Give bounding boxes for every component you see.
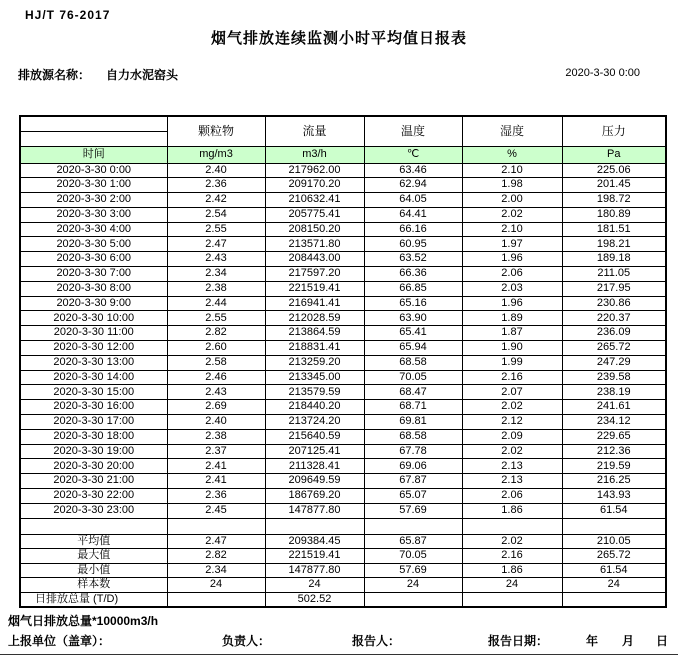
- particulate-cell: 2.38: [167, 281, 265, 296]
- humidity-cell: 2.02: [462, 207, 562, 222]
- summary-label-cell: 最大值: [20, 549, 167, 564]
- flow-cell: 186769.20: [265, 489, 364, 504]
- time-cell: 2020-3-30 20:00: [20, 459, 167, 474]
- flow-cell: 210632.41: [265, 193, 364, 208]
- pressure-cell: 220.37: [562, 311, 666, 326]
- temperature-cell: 68.58: [364, 429, 462, 444]
- temperature-cell: 65.07: [364, 489, 462, 504]
- summary-row: [20, 593, 666, 608]
- particulate-cell: 2.82: [167, 549, 265, 564]
- summary-rows: [20, 534, 666, 607]
- temperature-cell: 65.94: [364, 341, 462, 356]
- column-header-temperature: 温度: [364, 116, 462, 146]
- particulate-cell: 2.47: [167, 237, 265, 252]
- table-row: [20, 489, 666, 504]
- humidity-cell: 2.09: [462, 429, 562, 444]
- pressure-cell: 238.19: [562, 385, 666, 400]
- humidity-cell: 1.98: [462, 178, 562, 193]
- time-cell: 2020-3-30 0:00: [20, 163, 167, 178]
- summary-label-cell: 平均值: [20, 534, 167, 549]
- pressure-cell: 234.12: [562, 415, 666, 430]
- summary-row: [20, 549, 666, 564]
- flow-cell: 209649.59: [265, 474, 364, 489]
- page-title: 烟气排放连续监测小时平均值日报表: [210, 30, 467, 47]
- flow-cell: 213259.20: [265, 355, 364, 370]
- time-cell: 2020-3-30 6:00: [20, 252, 167, 267]
- humidity-cell: 2.06: [462, 267, 562, 282]
- particulate-cell: [167, 593, 265, 608]
- table-header: [20, 116, 666, 163]
- table-row: [20, 311, 666, 326]
- particulate-cell: 2.34: [167, 563, 265, 578]
- particulate-cell: 24: [167, 578, 265, 593]
- humidity-cell: 1.96: [462, 296, 562, 311]
- pressure-cell: 143.93: [562, 489, 666, 504]
- flow-cell: 207125.41: [265, 444, 364, 459]
- time-cell: 2020-3-30 14:00: [20, 370, 167, 385]
- table-row: [20, 355, 666, 370]
- temperature-cell: 63.52: [364, 252, 462, 267]
- pressure-cell: 219.59: [562, 459, 666, 474]
- pressure-cell: 236.09: [562, 326, 666, 341]
- temperature-cell: 65.41: [364, 326, 462, 341]
- table-row: [20, 370, 666, 385]
- year-label: 年: [586, 634, 599, 648]
- temperature-cell: 70.05: [364, 549, 462, 564]
- responsible-label: 负责人：: [222, 634, 271, 648]
- flow-cell: 24: [265, 578, 364, 593]
- table-row: [20, 326, 666, 341]
- particulate-cell: 2.82: [167, 326, 265, 341]
- particulate-cell: 2.58: [167, 355, 265, 370]
- time-cell: 2020-3-30 16:00: [20, 400, 167, 415]
- time-cell: 2020-3-30 5:00: [20, 237, 167, 252]
- table-row: [20, 267, 666, 282]
- temperature-cell: 63.90: [364, 311, 462, 326]
- summary-row: [20, 578, 666, 593]
- time-cell: 2020-3-30 19:00: [20, 444, 167, 459]
- table-row: [20, 237, 666, 252]
- particulate-cell: 2.40: [167, 163, 265, 178]
- particulate-cell: 2.54: [167, 207, 265, 222]
- humidity-cell: 1.89: [462, 311, 562, 326]
- unit-flow: m3/h: [265, 146, 364, 163]
- table-row: [20, 429, 666, 444]
- humidity-cell: 2.16: [462, 370, 562, 385]
- flow-cell: 218831.41: [265, 341, 364, 356]
- table-row: [20, 296, 666, 311]
- time-cell: 2020-3-30 21:00: [20, 474, 167, 489]
- humidity-cell: 2.03: [462, 281, 562, 296]
- particulate-cell: 2.34: [167, 267, 265, 282]
- temperature-cell: 64.41: [364, 207, 462, 222]
- time-cell: 2020-3-30 8:00: [20, 281, 167, 296]
- humidity-cell: 2.02: [462, 444, 562, 459]
- emission-source-row: [18, 66, 178, 83]
- time-cell: 2020-3-30 10:00: [20, 311, 167, 326]
- pressure-cell: 225.06: [562, 163, 666, 178]
- pressure-cell: 24: [562, 578, 666, 593]
- time-cell: 2020-3-30 17:00: [20, 415, 167, 430]
- flow-cell: 205775.41: [265, 207, 364, 222]
- humidity-cell: 2.13: [462, 459, 562, 474]
- emission-source-label: 排放源名称：: [18, 68, 91, 82]
- pressure-cell: 265.72: [562, 341, 666, 356]
- pressure-cell: 211.05: [562, 267, 666, 282]
- pressure-cell: 61.54: [562, 563, 666, 578]
- particulate-cell: 2.41: [167, 459, 265, 474]
- flow-cell: 147877.80: [265, 503, 364, 518]
- humidity-cell: 1.99: [462, 355, 562, 370]
- pressure-cell: 180.89: [562, 207, 666, 222]
- table-row: [20, 207, 666, 222]
- data-rows: [20, 163, 666, 518]
- particulate-cell: 2.36: [167, 489, 265, 504]
- time-cell: 2020-3-30 4:00: [20, 222, 167, 237]
- flow-cell: 213345.00: [265, 370, 364, 385]
- month-label: 月: [622, 634, 635, 648]
- humidity-cell: 2.13: [462, 474, 562, 489]
- flow-cell: 502.52: [265, 593, 364, 608]
- flow-cell: 208443.00: [265, 252, 364, 267]
- emission-source-name: 自力水泥窑头: [106, 68, 179, 82]
- pressure-cell: 61.54: [562, 503, 666, 518]
- particulate-cell: 2.60: [167, 341, 265, 356]
- particulate-cell: 2.43: [167, 385, 265, 400]
- column-header-humidity: 湿度: [462, 116, 562, 146]
- table-row: [20, 415, 666, 430]
- temperature-cell: 70.05: [364, 370, 462, 385]
- particulate-cell: 2.41: [167, 474, 265, 489]
- humidity-cell: 1.96: [462, 252, 562, 267]
- particulate-cell: 2.36: [167, 178, 265, 193]
- particulate-cell: 2.55: [167, 222, 265, 237]
- particulate-cell: 2.37: [167, 444, 265, 459]
- table-row: [20, 222, 666, 237]
- flow-cell: 215640.59: [265, 429, 364, 444]
- flow-cell: 217597.20: [265, 267, 364, 282]
- header-blank-top: [20, 116, 167, 131]
- table-row: [20, 385, 666, 400]
- pressure-cell: 265.72: [562, 549, 666, 564]
- time-cell: 2020-3-30 18:00: [20, 429, 167, 444]
- particulate-cell: 2.69: [167, 400, 265, 415]
- particulate-cell: 2.43: [167, 252, 265, 267]
- temperature-cell: 65.87: [364, 534, 462, 549]
- temperature-cell: 69.81: [364, 415, 462, 430]
- humidity-cell: 1.86: [462, 503, 562, 518]
- particulate-cell: 2.38: [167, 429, 265, 444]
- units-row: [20, 146, 666, 163]
- particulate-cell: 2.46: [167, 370, 265, 385]
- spacer-row: [20, 518, 666, 534]
- humidity-cell: 2.16: [462, 549, 562, 564]
- day-label: 日: [656, 634, 669, 648]
- humidity-cell: 2.06: [462, 489, 562, 504]
- table-row: [20, 444, 666, 459]
- particulate-cell: 2.45: [167, 503, 265, 518]
- pressure-cell: 217.95: [562, 281, 666, 296]
- standard-code: HJ/T 76-2017: [25, 8, 111, 22]
- temperature-cell: 68.71: [364, 400, 462, 415]
- flow-cell: 218440.20: [265, 400, 364, 415]
- time-cell: 2020-3-30 12:00: [20, 341, 167, 356]
- particulate-cell: 2.40: [167, 415, 265, 430]
- pressure-cell: 239.58: [562, 370, 666, 385]
- time-column-header: 时间: [20, 146, 167, 163]
- humidity-cell: 2.10: [462, 163, 562, 178]
- time-cell: 2020-3-30 22:00: [20, 489, 167, 504]
- temperature-cell: 66.85: [364, 281, 462, 296]
- unit-particulate: mg/m3: [167, 146, 265, 163]
- time-cell: 2020-3-30 23:00: [20, 503, 167, 518]
- time-cell: 2020-3-30 15:00: [20, 385, 167, 400]
- unit-pressure: Pa: [562, 146, 666, 163]
- flow-cell: 213571.80: [265, 237, 364, 252]
- temperature-cell: 57.69: [364, 503, 462, 518]
- humidity-cell: 1.87: [462, 326, 562, 341]
- temperature-cell: 67.87: [364, 474, 462, 489]
- unit-humidity: %: [462, 146, 562, 163]
- summary-row: [20, 534, 666, 549]
- report-unit-label: 上报单位（盖章）：: [8, 634, 111, 648]
- humidity-cell: 2.02: [462, 400, 562, 415]
- flow-cell: 221519.41: [265, 281, 364, 296]
- flow-cell: 208150.20: [265, 222, 364, 237]
- reporter-label: 报告人：: [352, 634, 401, 648]
- pressure-cell: 212.36: [562, 444, 666, 459]
- pressure-cell: 230.86: [562, 296, 666, 311]
- table-row: [20, 193, 666, 208]
- flow-cell: 213864.59: [265, 326, 364, 341]
- time-cell: 2020-3-30 11:00: [20, 326, 167, 341]
- pressure-cell: 189.18: [562, 252, 666, 267]
- temperature-cell: 66.36: [364, 267, 462, 282]
- temperature-cell: 62.94: [364, 178, 462, 193]
- table-row: [20, 400, 666, 415]
- table-row: [20, 178, 666, 193]
- temperature-cell: [364, 593, 462, 608]
- particulate-cell: 2.42: [167, 193, 265, 208]
- pressure-cell: 229.65: [562, 429, 666, 444]
- table-row: [20, 252, 666, 267]
- table-row: [20, 341, 666, 356]
- report-date-label: 报告日期：: [488, 634, 549, 648]
- time-cell: 2020-3-30 7:00: [20, 267, 167, 282]
- humidity-cell: 2.02: [462, 534, 562, 549]
- flow-cell: 216941.41: [265, 296, 364, 311]
- flow-cell: 209384.45: [265, 534, 364, 549]
- flow-cell: 211328.41: [265, 459, 364, 474]
- humidity-cell: 2.10: [462, 222, 562, 237]
- column-header-flow: 流量: [265, 116, 364, 146]
- particulate-cell: 2.47: [167, 534, 265, 549]
- time-cell: 2020-3-30 9:00: [20, 296, 167, 311]
- table-row: [20, 281, 666, 296]
- hourly-average-table: [19, 115, 667, 608]
- summary-row: [20, 563, 666, 578]
- temperature-cell: 65.16: [364, 296, 462, 311]
- table-row: [20, 503, 666, 518]
- flow-cell: 209170.20: [265, 178, 364, 193]
- total-emission-note: 烟气日排放总量*10000m3/h: [8, 614, 159, 628]
- time-cell: 2020-3-30 13:00: [20, 355, 167, 370]
- temperature-cell: 24: [364, 578, 462, 593]
- humidity-cell: [462, 593, 562, 608]
- humidity-cell: 1.90: [462, 341, 562, 356]
- humidity-cell: 2.07: [462, 385, 562, 400]
- temperature-cell: 64.05: [364, 193, 462, 208]
- humidity-cell: 2.12: [462, 415, 562, 430]
- time-cell: 2020-3-30 1:00: [20, 178, 167, 193]
- temperature-cell: 67.78: [364, 444, 462, 459]
- table-row: [20, 474, 666, 489]
- temperature-cell: 69.06: [364, 459, 462, 474]
- summary-label-cell: 样本数: [20, 578, 167, 593]
- flow-cell: 147877.80: [265, 563, 364, 578]
- humidity-cell: 24: [462, 578, 562, 593]
- temperature-cell: 68.58: [364, 355, 462, 370]
- column-header-particulate: 颗粒物: [167, 116, 265, 146]
- flow-cell: 213724.20: [265, 415, 364, 430]
- flow-cell: 221519.41: [265, 549, 364, 564]
- time-cell: 2020-3-30 3:00: [20, 207, 167, 222]
- temperature-cell: 60.95: [364, 237, 462, 252]
- particulate-cell: 2.44: [167, 296, 265, 311]
- humidity-cell: 1.86: [462, 563, 562, 578]
- bottom-rule: [0, 654, 678, 655]
- temperature-cell: 66.16: [364, 222, 462, 237]
- unit-temperature: ℃: [364, 146, 462, 163]
- flow-cell: 212028.59: [265, 311, 364, 326]
- spacer-section: [20, 518, 666, 534]
- pressure-cell: 247.29: [562, 355, 666, 370]
- summary-label-cell: 日排放总量 (T/D): [20, 593, 167, 608]
- pressure-cell: 216.25: [562, 474, 666, 489]
- pressure-cell: 210.05: [562, 534, 666, 549]
- header-blank-bottom: [20, 131, 167, 146]
- pressure-cell: [562, 593, 666, 608]
- pressure-cell: 198.72: [562, 193, 666, 208]
- temperature-cell: 57.69: [364, 563, 462, 578]
- flow-cell: 217962.00: [265, 163, 364, 178]
- summary-label-cell: 最小值: [20, 563, 167, 578]
- pressure-cell: 181.51: [562, 222, 666, 237]
- pressure-cell: 201.45: [562, 178, 666, 193]
- table-row: [20, 459, 666, 474]
- pressure-cell: 241.61: [562, 400, 666, 415]
- pressure-cell: 198.21: [562, 237, 666, 252]
- table-row: [20, 163, 666, 178]
- particulate-cell: 2.55: [167, 311, 265, 326]
- report-datetime: 2020-3-30 0:00: [565, 67, 640, 79]
- column-header-pressure: 压力: [562, 116, 666, 146]
- flow-cell: 213579.59: [265, 385, 364, 400]
- temperature-cell: 63.46: [364, 163, 462, 178]
- temperature-cell: 68.47: [364, 385, 462, 400]
- time-cell: 2020-3-30 2:00: [20, 193, 167, 208]
- humidity-cell: 1.97: [462, 237, 562, 252]
- humidity-cell: 2.00: [462, 193, 562, 208]
